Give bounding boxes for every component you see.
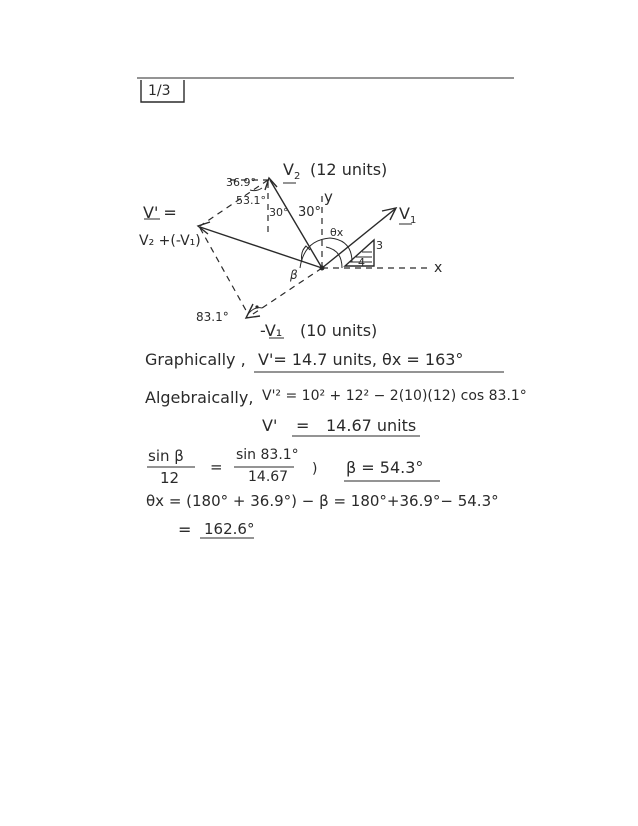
triangle-3-label: 3 <box>376 239 383 252</box>
v2-vector <box>270 180 322 268</box>
theta-label: θx <box>330 226 344 239</box>
vprime-sum-label: V₂ +(-V₁) <box>139 233 201 249</box>
sin-equals: = <box>210 458 223 476</box>
beta-result: β = 54.3° <box>346 458 424 477</box>
beta-label: β <box>290 268 298 282</box>
sin-831-denominator: 14.67 <box>248 469 289 485</box>
graphical-result: V'= 14.7 units, θx = 163° <box>258 350 464 369</box>
sin-beta-denominator: 12 <box>160 469 180 487</box>
neg-v1-vector <box>250 268 322 316</box>
v-prime-result-lhs: V' <box>262 416 278 435</box>
angle-30a-label: 30° <box>269 206 289 219</box>
theta-equation: θx = (180° + 36.9°) − β = 180°+36.9°− 54.3° <box>146 492 499 510</box>
sin-beta-numerator: sin β <box>148 447 184 465</box>
angle-369-label: 36.9° <box>226 176 256 189</box>
graphically-label: Graphically , <box>145 350 246 369</box>
angle-831-label: 83.1° <box>196 310 229 324</box>
sin-831-numerator: sin 83.1° <box>236 447 299 463</box>
v-prime-result-eq: = <box>296 416 310 435</box>
law-of-cosines: V'² = 10² + 12² − 2(10)(12) cos 83.1° <box>262 388 527 404</box>
neg-v1-label: -V₁ <box>260 321 283 340</box>
y-axis-label: y <box>324 188 333 206</box>
v2-units: (12 units) <box>310 160 388 179</box>
x-axis-label: x <box>434 260 443 276</box>
v1-label: $V_1$ <box>399 204 417 227</box>
vprime-label: V' = <box>143 203 177 222</box>
comma-separator: ) <box>312 461 318 477</box>
theta-final-equals: = <box>178 520 192 539</box>
v-prime-result-rhs: 14.67 units <box>326 416 417 435</box>
page-number: 1/3 <box>148 83 171 99</box>
angle-531-label: 53.1° <box>236 194 266 207</box>
theta-final-value: 162.6° <box>204 520 255 538</box>
algebraically-label: Algebraically, <box>145 388 254 407</box>
triangle-4-label: 4 <box>358 256 365 269</box>
angle-dot <box>255 305 258 308</box>
v2-label: $V_2$ <box>283 160 301 183</box>
neg-v1-units: (10 units) <box>300 321 378 340</box>
angle-30b-label: 30° <box>298 205 322 220</box>
